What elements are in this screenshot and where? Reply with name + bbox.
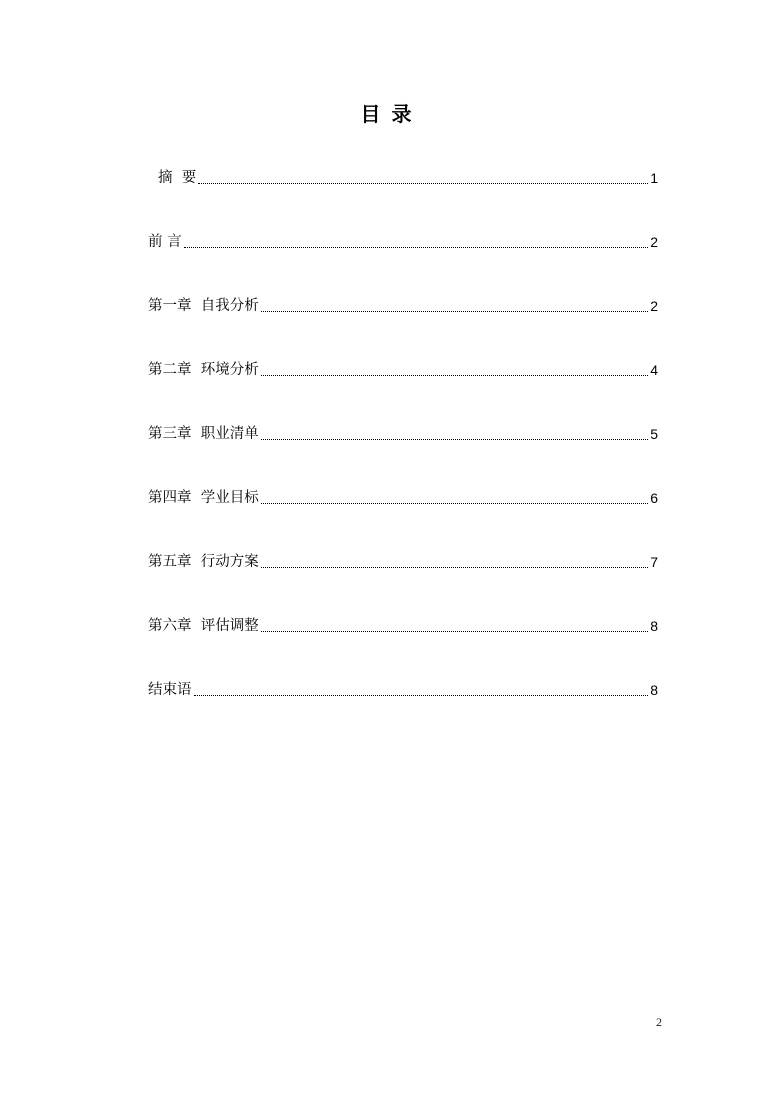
toc-entry-chapter-4[interactable] — [148, 486, 658, 550]
toc-entry-page: 6 — [650, 490, 658, 506]
toc-entry-conclusion[interactable] — [148, 678, 658, 742]
toc-row — [148, 614, 658, 638]
toc-row — [148, 486, 658, 510]
toc-row — [148, 550, 658, 574]
toc-entry-page: 2 — [650, 234, 658, 250]
toc-entry-label: 第六章 评估调整 — [148, 618, 259, 634]
toc-entry-label: 结束语 — [148, 682, 192, 698]
toc-row — [148, 166, 658, 190]
toc-dot-leader — [194, 695, 649, 696]
toc-entry-page: 4 — [650, 362, 658, 378]
toc-row — [148, 230, 658, 254]
toc-entry-chapter-1[interactable] — [148, 294, 658, 358]
toc-dot-leader — [261, 567, 648, 568]
toc-entry-label: 摘 要 — [158, 170, 197, 186]
toc-entry-label: 第一章 自我分析 — [148, 298, 259, 314]
toc-entry-page: 2 — [650, 298, 658, 314]
toc-entry-page: 8 — [650, 618, 658, 634]
toc-dot-leader — [261, 503, 648, 504]
toc-entry-page: 8 — [650, 682, 658, 698]
toc-dot-leader — [184, 247, 649, 248]
toc-entry-chapter-3[interactable] — [148, 422, 658, 486]
toc-entry-page: 7 — [650, 554, 658, 570]
toc-entry-abstract[interactable] — [148, 166, 658, 230]
toc-entry-page: 1 — [650, 170, 658, 186]
toc-dot-leader — [261, 375, 648, 376]
toc-entry-label: 第二章 环境分析 — [148, 362, 259, 378]
toc-dot-leader — [198, 183, 648, 184]
footer-page-number: 2 — [656, 1015, 662, 1029]
toc-entry-label: 第五章 行动方案 — [148, 554, 259, 570]
toc-dot-leader — [261, 631, 648, 632]
toc-entry-label: 第四章 学业目标 — [148, 490, 259, 506]
toc-entry-chapter-6[interactable] — [148, 614, 658, 678]
toc-entry-chapter-5[interactable] — [148, 550, 658, 614]
toc-row — [148, 422, 658, 446]
toc-entry-label: 第三章 职业清单 — [148, 426, 259, 442]
toc-row — [148, 358, 658, 382]
page-title: 目 录 — [360, 102, 414, 126]
toc-entry-page: 5 — [650, 426, 658, 442]
toc-dot-leader — [261, 439, 648, 440]
toc-row — [148, 678, 658, 702]
toc-dot-leader — [261, 311, 648, 312]
table-of-contents — [148, 166, 658, 742]
toc-entry-label: 前 言 — [148, 234, 182, 250]
toc-row — [148, 294, 658, 318]
toc-entry-preface[interactable] — [148, 230, 658, 294]
toc-entry-chapter-2[interactable] — [148, 358, 658, 422]
